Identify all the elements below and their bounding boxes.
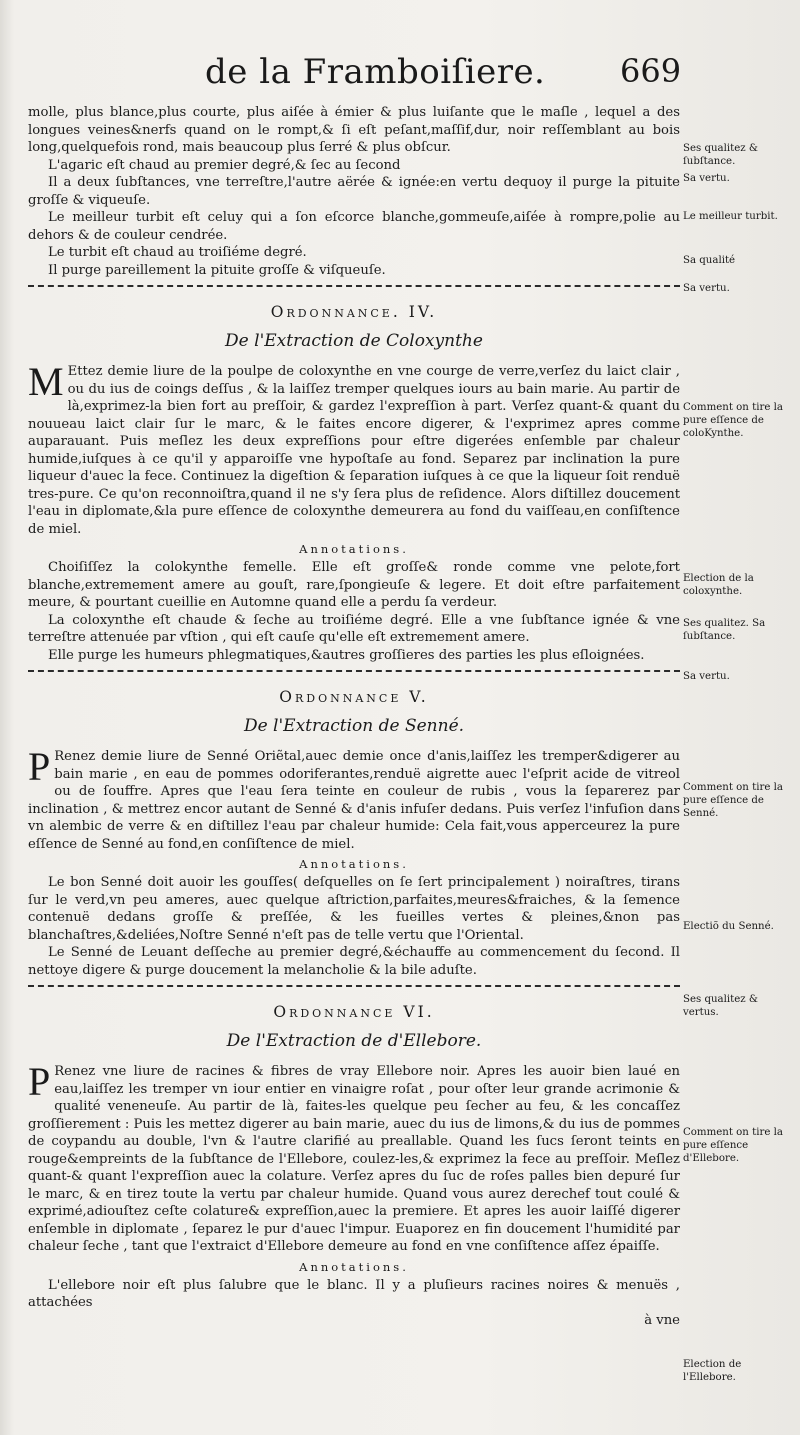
margin-note: Sa vertu. [683,173,730,184]
section-divider [28,985,680,987]
section-heading: Ordonnance VI. [273,1003,435,1021]
section-subtitle: De l'Extraction de d'Ellebore. [226,1031,482,1051]
paragraph: Il purge pareillement la pituite groſſe & viſqueuſe. [48,262,386,278]
section-ordonnance-vi [28,1003,680,1329]
drop-cap: M [28,359,64,404]
section-subtitle: De l'Extraction de Coloxynthe [225,331,483,351]
margin-note: Comment on tire la pure eſſence de coloKynthe. [683,402,783,439]
section-heading: Ordonnance. IV. [270,303,438,321]
margin-note: Ses qualitez & vertus. [683,994,758,1018]
annotation-paragraph: Choiſiſſez la colokynthe femelle. Elle eſt groſſe& ronde comme vne pelote,fort blanche,extremement amere au gouſt, rare,ſpongieuſe & legere. Et doit eſtre parfaitement meure, & pourtant cueillie en Automne quand elle a perdu ſa verdeur. [28,560,680,610]
annotations-heading: Annotations. [299,1259,409,1274]
margin-note: Le meilleur turbit. [683,211,778,222]
recipe-paragraph: Ettez demie liure de la poulpe de coloxynthe en vne courge de verre,verſez du laict clair , ou du ius de coings deſſus , & la laiſſez tremper quelques iours au bain marie. Au partir de là,exprimez-la bien fort au preſſoir, & gardez l'expreſſion à part. Verſez quant-& quant du nouueau laict clair ſur le marc, & le faites encore digerer, & l'exprimez apres comme auparauant. Puis meſlez les deux expreſſions pour eſtre digerées enſemble par chaleur humide,iuſques à ce qu'il y apparoiſſe vne hypoſtaſe au fond. Separez par inclination la pure liqueur d'auec la fece. Continuez la digeſtion & ſeparation iuſques à ce que la liqueur ſoit renduë tres-pure. Ce qu'on reconnoiſtra,quand il ne s'y ſera plus de reſidence. Alors diſtillez doucement l'eau in diplomate,&la pure eſſence de coloxynthe demeurera au fond du vaiſſeau,en conſiſtence de miel. [28,364,680,537]
annotation-paragraph: Elle purge les humeurs phlegmatiques,&autres groſſieres des parties les plus eſloignées. [48,647,645,663]
margin-note: Sa qualité [683,255,736,266]
paragraph: Le turbit eſt chaud au troiſiéme degré. [48,245,307,260]
paragraph: L'agaric eſt chaud au premier degré,& ſec au ſecond [48,157,401,173]
annotation-paragraph: Le bon Senné doit auoir les gouſſes( deſquelles on ſe ſert principalement ) noiraſtres, tirans ſur le verd,vn peu ameres, auec quelque aſtriction,parfaites,meures&fraiches, & la ſemence contenuë dedans groſſe & preſſée, & les fueilles vertes & pleines,&non pas blanchaſtres,&deliées,Noſtre Senné n'eſt pas de telle vertu que l'Oriental. [28,875,680,943]
annotation-paragraph: La coloxynthe eſt chaude & ſeche au troiſiéme degré. Elle a vne ſubſtance ignée & vne terreſtre attenuée par vſtion , qui eſt cauſe qu'elle eſt extremement amere. [28,612,680,645]
margin-notes [683,0,795,1435]
annotations-heading: Annotations. [299,857,409,871]
margin-note: Sa vertu. [683,283,730,294]
section-ordonnance-v [28,688,680,979]
recipe-paragraph: Renez vne liure de racines & fibres de vray Ellebore noir. Apres les auoir bien laué en eau,laiſſez les tremper vn iour entier en vinaigre roſat , pour oſter leur grande acrimonie & qualité veneneuſe. Au partir de là, faites-les quelque peu ſecher au feu, & les concaſſez groſſierement : Puis les mettez digerer au bain marie, auec du ius de limons,& du ius de pommes de coурandu au double, l'vn & l'autre clarifié au preallable. Quand les ſucs ſeront teints en rouge&empreints de la ſubſtance de l'Ellebore, coulez-les,& exprimez la fece au preſſoir. Meſlez quant-& quant l'expreſſion auec la colature. Verſez apres du ſuc de roſes palles bien depuré ſur le marc, & en tirez toute la vertu par chaleur humide. Quand vous aurez derechef tout coulé & exprimé,adiouſtez ceſte colature& expreſſion,auec la premiere. Et apres les auoir laiſſé digerer enſemble in diplomate , ſeparez le pur d'auec l'impur. Euaporez en fin doucement l'humidité par chaleur ſeche , tant que l'extraict d'Ellebore demeure au fond en vne conſiſtence aſſez épaiſſe. [28,1064,680,1254]
catchword: à vne [644,1312,680,1328]
section-ordonnance-iv [28,303,680,664]
paragraph: Il a deux ſubſtances, vne terreſtre,l'autre aërée & ignée:en vertu dequoy il purge la pituite groſſe & viqueuſe. [28,175,680,208]
drop-cap: P [28,744,51,789]
section-subtitle: De l'Extraction de Senné. [243,716,465,736]
margin-note: Ses qualitez & ſubſtance. [683,143,758,167]
annotation-paragraph: Le Senné de Leuant deſſeche au premier degré,&échauffe au commencement du ſecond. Il nettoye digere & purge doucement la melancholie & la bile aduſte. [28,945,680,978]
margin-note: Comment on tire la pure eſſence de Senné. [683,782,783,819]
margin-note: Ses qualitez. Sa ſubſtance. [683,618,766,642]
margin-note: Sa vertu. [683,671,730,682]
running-title: de la Framboiſiere. [205,52,546,92]
section-divider [28,285,680,287]
annotations-heading: Annotations. [299,542,409,556]
recipe-paragraph: Renez demie liure de Senné Oriẽtal,auec demie once d'anis,laiſſez les tremper&digerer au bain marie , en eau de pommes odoriferantes,renduë aigrette auec l'eſprit acide de vitreol ou de ſouffre. Apres que l'eau ſera teinte en couleur de rubis , vous la ſeparerez par inclination , & mettrez encor autant de Senné & d'anis infuſer dedans. Puis verſez l'infuſion dans vn alembic de verre & en diſtillez l'eau par chaleur humide: Cela fait,vous apperceurez la pure eſſence de Senné au fond,en conſiſtence de miel. [28,749,680,852]
margin-note: Election de la coloxynthe. [683,573,754,597]
margin-note: Election de l'Ellebore. [683,1359,742,1383]
running-head [0,52,800,102]
page-number: 669 [620,52,682,90]
annotation-paragraph: L'ellebore noir eſt plus ſalubre que le blanc. Il y a pluſieurs racines noires & menuës , attachées [28,1277,680,1310]
paragraph: molle, plus blance,plus courte, plus aiſée à émier & plus luiſante que le maſle , lequel a des longues veines&nerfs quand on le rompt,& ſi eſt peſant,maſſif,dur, noir reſſemblant au bois long,quelquefois rond, mais beaucoup plus ſerré & plus obſcur. [28,105,680,155]
main-text-column [28,104,680,1329]
paragraph: Le meilleur turbit eſt celuy qui a ſon eſcorce blanche,gommeuſe,aiſée à rompre,polie au dehors & de couleur cendrée. [28,210,680,243]
drop-cap: P [28,1059,51,1104]
section-divider [28,670,680,672]
margin-note: Comment on tire la pure eſſence d'Ellebore. [683,1127,783,1164]
section-heading: Ordonnance V. [279,688,429,706]
margin-note: Electiõ du Senné. [683,921,774,932]
